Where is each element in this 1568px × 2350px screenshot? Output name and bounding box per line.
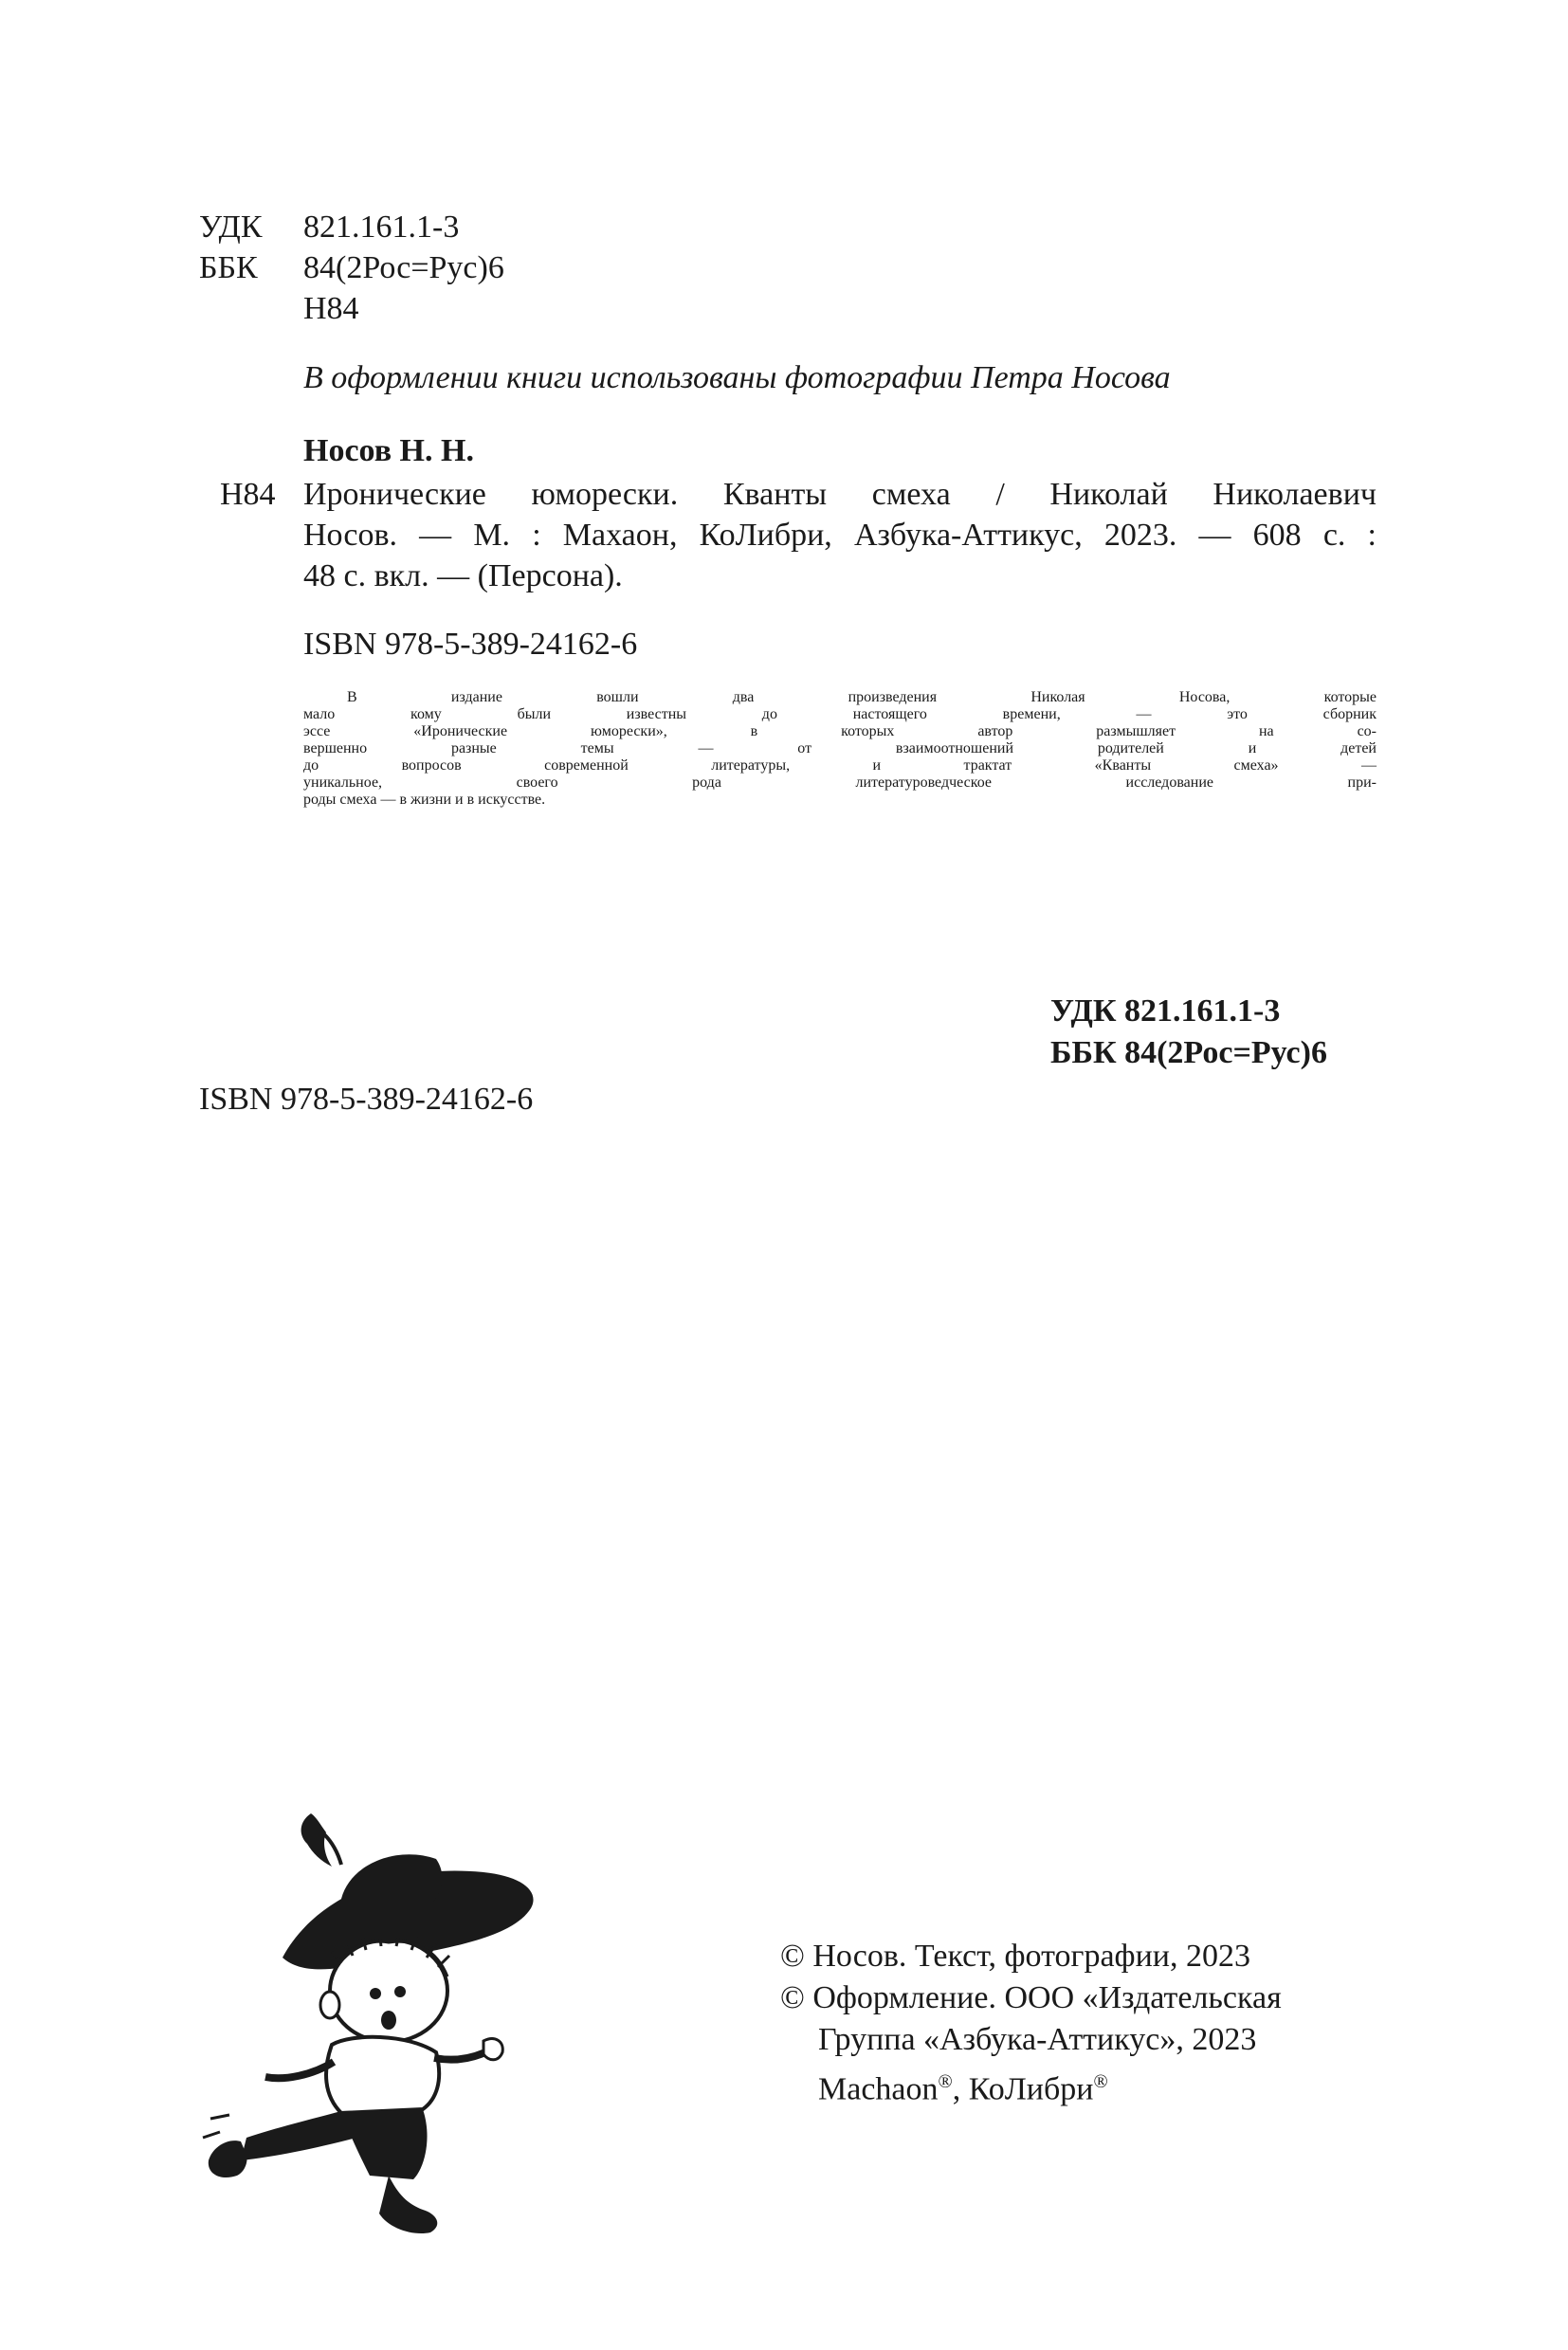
udk-row bbox=[199, 207, 504, 247]
annotation-line-1: В издание вошли два произведения Николая Носова, которые bbox=[347, 689, 1377, 705]
kolibri-brand: , КоЛибри bbox=[952, 2071, 1094, 2107]
annotation-line-5: до вопросов современной литературы, и трактат «Кванты смеха» — bbox=[303, 757, 1377, 774]
author-heading: Носов Н. Н. bbox=[303, 433, 474, 468]
annotation-line-6: уникальное, своего рода литературоведческое исследование при- bbox=[303, 774, 1377, 791]
design-note: В оформлении книги использованы фотографии Петра Носова bbox=[303, 360, 1171, 395]
bbk-row bbox=[199, 247, 504, 288]
annotation-line-2: мало кому были известны до настоящего времени, — это сборник bbox=[303, 706, 1377, 722]
running-boy-with-hat-illustration bbox=[199, 1796, 559, 2242]
author-mark: Н84 bbox=[303, 291, 359, 326]
bbk-value: 84(2Рос=Рус)6 bbox=[303, 250, 504, 285]
annotation-line-7: роды смеха — в жизни и в искусстве. bbox=[303, 792, 546, 808]
registered-mark-1: ® bbox=[938, 2071, 953, 2092]
copyright-line-4 bbox=[780, 2061, 1282, 2110]
running-boy-icon bbox=[199, 1796, 559, 2242]
registered-mark-2: ® bbox=[1093, 2071, 1108, 2092]
udk-value: 821.161.1-3 bbox=[303, 209, 460, 245]
annotation bbox=[303, 689, 1377, 809]
isbn-footer: ISBN 978-5-389-24162-6 bbox=[199, 1082, 534, 1117]
entry-author-mark: Н84 bbox=[220, 477, 276, 512]
copyright-line-2: © Оформление. ООО «Издательская bbox=[780, 1980, 1282, 2015]
copyright-block bbox=[780, 1936, 1282, 2110]
bib-line-1: Иронические юморески. Кванты смеха / Николай Николаевич bbox=[303, 477, 1377, 512]
bib-line-3: 48 с. вкл. — (Персона). bbox=[303, 558, 623, 593]
classification-block bbox=[199, 207, 504, 329]
author-mark-row bbox=[199, 288, 504, 329]
copyright-line-3: Группа «Азбука-Аттикус», 2023 bbox=[818, 2022, 1257, 2057]
machaon-brand: Machaon bbox=[818, 2071, 939, 2107]
bib-line-2: Носов. — М. : Махаон, КоЛибри, Азбука-Аттикус, 2023. — 608 с. : bbox=[303, 518, 1377, 553]
udk-label: УДК bbox=[199, 209, 263, 245]
copyright-line-1: © Носов. Текст, фотографии, 2023 bbox=[780, 1939, 1250, 1974]
right-bbk: ББК 84(2Рос=Рус)6 bbox=[1050, 1035, 1327, 1070]
bibliographic-description bbox=[303, 474, 1377, 596]
annotation-line-4: вершенно разные темы — от взаимоотношений родителей и детей bbox=[303, 740, 1377, 756]
annotation-line-3: эссе «Иронические юморески», в которых автор размышляет на со- bbox=[303, 723, 1377, 739]
right-udk: УДК 821.161.1-3 bbox=[1050, 993, 1281, 1029]
isbn-entry: ISBN 978-5-389-24162-6 bbox=[303, 627, 638, 662]
right-codes bbox=[1050, 991, 1327, 1074]
bbk-label: ББК bbox=[199, 250, 258, 285]
